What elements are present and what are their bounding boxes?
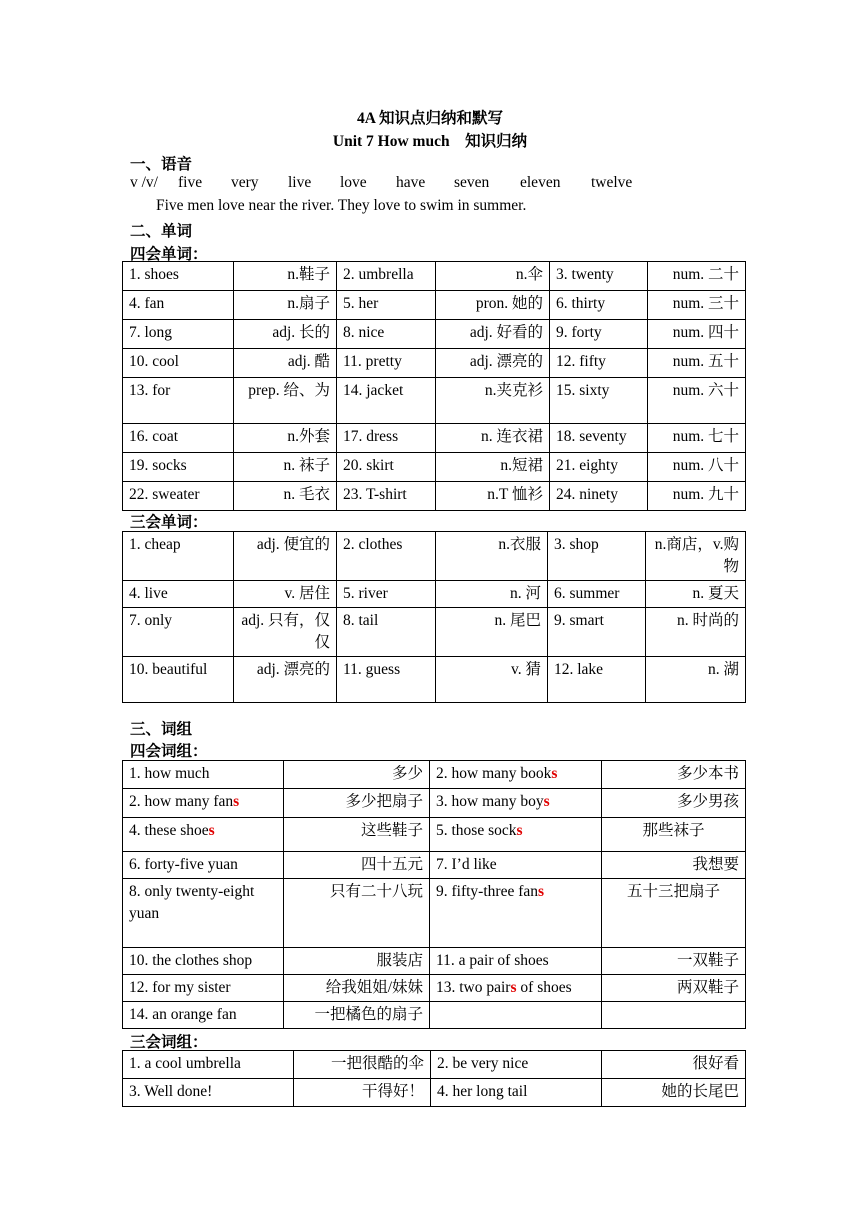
meaning-cell: 只有二十八玩 bbox=[284, 879, 430, 948]
table-row bbox=[123, 378, 746, 424]
phonetic-word: have bbox=[396, 174, 426, 191]
phrase-text: 4. these shoe bbox=[129, 822, 209, 839]
word-cell: 9. forty bbox=[550, 320, 648, 349]
phrase-text: 14. an orange fan bbox=[129, 1006, 237, 1023]
meaning-cell: num. 四十 bbox=[648, 320, 746, 349]
phrase-text: 10. the clothes shop bbox=[129, 952, 253, 969]
meaning-cell: adj. 漂亮的 bbox=[436, 349, 550, 378]
four-skill-phrases-table bbox=[122, 760, 746, 1029]
four-skill-phrases-label: 四会词组： bbox=[130, 743, 208, 760]
table-row bbox=[123, 975, 746, 1002]
phrase-cell bbox=[123, 789, 284, 818]
word-cell: 1. cheap bbox=[123, 532, 234, 581]
document-subtitle: Unit 7 How much 知识归纳 bbox=[332, 133, 528, 150]
meaning-cell: n.商店，v.购物 bbox=[646, 532, 746, 581]
phrase-cell: 1. a cool umbrella bbox=[123, 1051, 294, 1079]
phonetics-sentence: Five men love near the river. They love to swim in summer. bbox=[156, 197, 527, 214]
phrase-cell bbox=[430, 879, 602, 948]
phrase-text: 2. how many fan bbox=[129, 793, 234, 810]
phrase-text: 9. fifty-three fan bbox=[436, 883, 538, 900]
phrase-text: 2. how many book bbox=[436, 765, 552, 782]
word-cell: 16. coat bbox=[123, 424, 234, 453]
table-row bbox=[123, 1051, 746, 1079]
phrase-text: 1. how much bbox=[129, 765, 210, 782]
meaning-cell: num. 二十 bbox=[648, 262, 746, 291]
meaning-cell: n.外套 bbox=[234, 424, 337, 453]
meaning-cell: 一双鞋子 bbox=[602, 948, 746, 975]
plural-suffix: s bbox=[208, 822, 215, 839]
table-row bbox=[123, 532, 746, 581]
phrase-cell bbox=[430, 1002, 602, 1029]
word-cell: 15. sixty bbox=[550, 378, 648, 424]
word-cell: 12. fifty bbox=[550, 349, 648, 378]
section-heading-phonetics: 一、语音 bbox=[130, 156, 193, 173]
word-cell: 21. eighty bbox=[550, 453, 648, 482]
phrase-text: 6. forty-five yuan bbox=[129, 856, 238, 873]
phonetic-symbol: v /v/ bbox=[130, 174, 158, 191]
table-row bbox=[123, 482, 746, 511]
table-row bbox=[123, 424, 746, 453]
phrase-cell bbox=[123, 852, 284, 879]
word-cell: 5. her bbox=[337, 291, 436, 320]
word-cell: 11. pretty bbox=[337, 349, 436, 378]
meaning-cell: adj. 只有，仅仅 bbox=[234, 608, 337, 657]
meaning-cell: v. 猜 bbox=[436, 657, 548, 703]
word-cell: 23. T-shirt bbox=[337, 482, 436, 511]
plural-suffix: s bbox=[538, 883, 545, 900]
four-skill-words-label: 四会单词： bbox=[130, 246, 208, 263]
meaning-cell: num. 九十 bbox=[648, 482, 746, 511]
meaning-cell: 四十五元 bbox=[284, 852, 430, 879]
word-cell: 8. nice bbox=[337, 320, 436, 349]
word-cell: 18. seventy bbox=[550, 424, 648, 453]
table-row bbox=[123, 320, 746, 349]
meaning-cell: num. 三十 bbox=[648, 291, 746, 320]
phrase-cell bbox=[123, 1002, 284, 1029]
phrase-text-rest: of shoes bbox=[516, 979, 572, 996]
phonetic-word: seven bbox=[454, 174, 490, 191]
table-row bbox=[123, 657, 746, 703]
table-row bbox=[123, 818, 746, 852]
meaning-cell: 多少把扇子 bbox=[284, 789, 430, 818]
three-skill-words-table bbox=[122, 531, 746, 703]
meaning-cell: adj. 好看的 bbox=[436, 320, 550, 349]
word-cell: 8. tail bbox=[337, 608, 436, 657]
meaning-cell: num. 八十 bbox=[648, 453, 746, 482]
meaning-cell: n.扇子 bbox=[234, 291, 337, 320]
phrase-cell: 2. be very nice bbox=[431, 1051, 602, 1079]
phrase-text: 8. only twenty-eight yuan bbox=[129, 883, 255, 922]
meaning-cell: adj. 长的 bbox=[234, 320, 337, 349]
phrase-text: 12. for my sister bbox=[129, 979, 231, 996]
phrase-cell bbox=[430, 818, 602, 852]
meaning-cell: n.T 恤衫 bbox=[436, 482, 550, 511]
word-cell: 12. lake bbox=[548, 657, 646, 703]
word-cell: 3. shop bbox=[548, 532, 646, 581]
meaning-cell: n.鞋子 bbox=[234, 262, 337, 291]
table-row bbox=[123, 1002, 746, 1029]
meaning-cell: n. 夏天 bbox=[646, 581, 746, 608]
word-cell: 9. smart bbox=[548, 608, 646, 657]
meaning-cell: n. 袜子 bbox=[234, 453, 337, 482]
document-title: 4A 知识点归纳和默写 bbox=[357, 110, 503, 127]
section-heading-phrases: 三、词组 bbox=[130, 721, 193, 738]
word-cell: 6. summer bbox=[548, 581, 646, 608]
phrase-cell bbox=[123, 818, 284, 852]
phrase-cell bbox=[123, 948, 284, 975]
word-cell: 3. twenty bbox=[550, 262, 648, 291]
meaning-cell: num. 五十 bbox=[648, 349, 746, 378]
meaning-cell: n.伞 bbox=[436, 262, 550, 291]
phrase-cell bbox=[430, 761, 602, 789]
table-row bbox=[123, 608, 746, 657]
meaning-cell: n. 连衣裙 bbox=[436, 424, 550, 453]
three-skill-phrases-table bbox=[122, 1050, 746, 1107]
phrase-text: 11. a pair of shoes bbox=[436, 952, 549, 969]
meaning-cell: n. 尾巴 bbox=[436, 608, 548, 657]
word-cell: 2. umbrella bbox=[337, 262, 436, 291]
table-row bbox=[123, 453, 746, 482]
word-cell: 19. socks bbox=[123, 453, 234, 482]
plural-suffix: s bbox=[510, 979, 517, 996]
meaning-cell: n.衣服 bbox=[436, 532, 548, 581]
meaning-cell: 给我姐姐/妹妹 bbox=[284, 975, 430, 1002]
word-cell: 17. dress bbox=[337, 424, 436, 453]
phrase-cell bbox=[123, 975, 284, 1002]
meaning-cell: n. 时尚的 bbox=[646, 608, 746, 657]
table-row bbox=[123, 291, 746, 320]
table-row bbox=[123, 262, 746, 291]
three-skill-phrases-label: 三会词组： bbox=[130, 1034, 208, 1051]
plural-suffix: s bbox=[543, 793, 550, 810]
phrase-text: 7. I’d like bbox=[436, 856, 497, 873]
word-cell: 2. clothes bbox=[337, 532, 436, 581]
word-cell: 4. live bbox=[123, 581, 234, 608]
table-row bbox=[123, 789, 746, 818]
word-cell: 7. only bbox=[123, 608, 234, 657]
plural-suffix: s bbox=[233, 793, 240, 810]
meaning-cell: 这些鞋子 bbox=[284, 818, 430, 852]
phrase-text: 13. two pair bbox=[436, 979, 511, 996]
word-cell: 6. thirty bbox=[550, 291, 648, 320]
phonetic-word: twelve bbox=[591, 174, 633, 191]
meaning-cell: n. 毛衣 bbox=[234, 482, 337, 511]
phrase-cell: 4. her long tail bbox=[431, 1079, 602, 1107]
four-skill-words-table bbox=[122, 261, 746, 511]
plural-suffix: s bbox=[516, 822, 523, 839]
meaning-cell: 一把很酷的伞 bbox=[294, 1051, 431, 1079]
meaning-cell: n. 河 bbox=[436, 581, 548, 608]
meaning-cell: adj. 漂亮的 bbox=[234, 657, 337, 703]
phrase-cell bbox=[123, 761, 284, 789]
phonetic-word: five bbox=[178, 174, 203, 191]
meaning-cell: n.夹克衫 bbox=[436, 378, 550, 424]
meaning-cell: 服装店 bbox=[284, 948, 430, 975]
word-cell: 7. long bbox=[123, 320, 234, 349]
meaning-cell: 多少 bbox=[284, 761, 430, 789]
meaning-cell bbox=[602, 1002, 746, 1029]
phrase-cell bbox=[430, 789, 602, 818]
phonetic-word: eleven bbox=[520, 174, 561, 191]
meaning-cell: v. 居住 bbox=[234, 581, 337, 608]
word-cell: 10. cool bbox=[123, 349, 234, 378]
meaning-cell: 很好看 bbox=[602, 1051, 746, 1079]
word-cell: 4. fan bbox=[123, 291, 234, 320]
word-cell: 1. shoes bbox=[123, 262, 234, 291]
word-cell: 10. beautiful bbox=[123, 657, 234, 703]
meaning-cell: 那些袜子 bbox=[602, 818, 746, 852]
word-cell: 22. sweater bbox=[123, 482, 234, 511]
meaning-cell: num. 七十 bbox=[648, 424, 746, 453]
plural-suffix: s bbox=[551, 765, 558, 782]
word-cell: 20. skirt bbox=[337, 453, 436, 482]
meaning-cell: prep. 给、为 bbox=[234, 378, 337, 424]
meaning-cell: n. 湖 bbox=[646, 657, 746, 703]
meaning-cell: num. 六十 bbox=[648, 378, 746, 424]
meaning-cell: n.短裙 bbox=[436, 453, 550, 482]
meaning-cell: 多少男孩 bbox=[602, 789, 746, 818]
table-row bbox=[123, 879, 746, 948]
phonetic-word: live bbox=[288, 174, 312, 191]
phrase-cell: 3. Well done! bbox=[123, 1079, 294, 1107]
table-row bbox=[123, 1079, 746, 1107]
meaning-cell: 我想要 bbox=[602, 852, 746, 879]
meaning-cell: 两双鞋子 bbox=[602, 975, 746, 1002]
meaning-cell: 多少本书 bbox=[602, 761, 746, 789]
meaning-cell: 干得好！ bbox=[294, 1079, 431, 1107]
phonetic-word: very bbox=[231, 174, 259, 191]
meaning-cell: pron. 她的 bbox=[436, 291, 550, 320]
word-cell: 11. guess bbox=[337, 657, 436, 703]
phrase-text: 5. those sock bbox=[436, 822, 517, 839]
phrase-cell bbox=[430, 975, 602, 1002]
table-row bbox=[123, 581, 746, 608]
meaning-cell: 一把橘色的扇子 bbox=[284, 1002, 430, 1029]
phrase-cell bbox=[123, 879, 284, 948]
table-row bbox=[123, 761, 746, 789]
table-row bbox=[123, 852, 746, 879]
phonetic-word: love bbox=[340, 174, 367, 191]
section-heading-words: 二、单词 bbox=[130, 223, 193, 240]
meaning-cell: 五十三把扇子 bbox=[602, 879, 746, 948]
meaning-cell: adj. 便宜的 bbox=[234, 532, 337, 581]
three-skill-words-label: 三会单词： bbox=[130, 514, 208, 531]
table-row bbox=[123, 349, 746, 378]
meaning-cell: adj. 酷 bbox=[234, 349, 337, 378]
meaning-cell: 她的长尾巴 bbox=[602, 1079, 746, 1107]
phrase-text: 3. how many boy bbox=[436, 793, 544, 810]
word-cell: 5. river bbox=[337, 581, 436, 608]
word-cell: 24. ninety bbox=[550, 482, 648, 511]
word-cell: 13. for bbox=[123, 378, 234, 424]
phrase-cell bbox=[430, 948, 602, 975]
phrase-cell bbox=[430, 852, 602, 879]
word-cell: 14. jacket bbox=[337, 378, 436, 424]
table-row bbox=[123, 948, 746, 975]
